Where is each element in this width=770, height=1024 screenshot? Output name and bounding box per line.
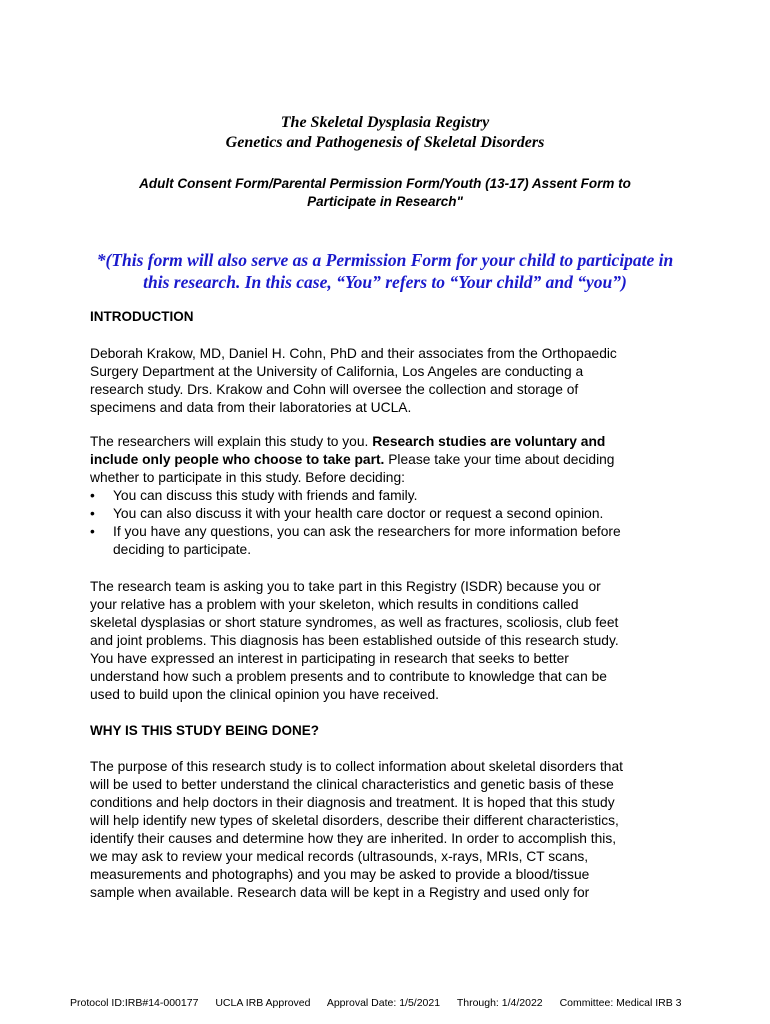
bullet-icon: • [90,506,95,521]
irb-approved: UCLA IRB Approved [215,997,311,1009]
permission-notice-line1: *(This form will also serve as a Permission Form for your child to participate in [96,250,674,270]
why-study-heading: WHY IS THIS STUDY BEING DONE? [90,723,320,738]
text-line: and joint problems. This diagnosis has been established outside of this research study. [90,633,619,648]
deciding-bullet-list [90,487,690,559]
purpose-paragraph [90,758,690,902]
text-line: You have expressed an interest in participating in research that seeks to better [90,651,569,666]
permission-notice-line2: this research. In this case, “You” refers to “Your child” and “you”) [143,272,627,292]
form-type-line1: Adult Consent Form/Parental Permission Form/Youth (13-17) Assent Form to [139,176,631,191]
text-line: The purpose of this research study is to collect information about skeletal disorders that [90,759,623,774]
voluntary-emphasis-2: include only people who choose to take part. [90,452,385,467]
list-item [90,523,690,559]
voluntary-emphasis: Research studies are voluntary and [372,434,606,449]
text-line: sample when available. Research data will be kept in a Registry and used only for [90,885,590,900]
text-line: used to build upon the clinical opinion you have received. [90,687,439,702]
text-line: conditions and help doctors in their diagnosis and treatment. It is hoped that this study [90,795,615,810]
text-run: Please take your time about deciding [384,452,615,467]
text-line [90,433,690,451]
document-subtitle-genetics: Genetics and Pathogenesis of Skeletal Disorders [225,134,545,151]
text-line: Deborah Krakow, MD, Daniel H. Cohn, PhD and their associates from the Orthopaedic [90,346,617,361]
intro-paragraph-3 [90,578,690,704]
text-line: whether to participate in this study. Before deciding: [90,470,405,485]
text-line: The research team is asking you to take part in this Registry (ISDR) because you or [90,579,601,594]
text-line: measurements and photographs) and you may be asked to provide a blood/tissue [90,867,590,882]
list-item-text: You can discuss this study with friends and family. [113,488,418,503]
text-line: will help identify new types of skeletal disorders, describe their different characteristics, [90,813,619,828]
text-line: research study. Drs. Krakow and Cohn will oversee the collection and storage of [90,382,579,397]
list-item [90,505,690,523]
text-run: The researchers will explain this study to you. [90,434,373,449]
committee: Committee: Medical IRB 3 [559,997,682,1009]
text-line: your relative has a problem with your skeleton, which results in conditions called [90,597,579,612]
text-line [90,451,690,469]
introduction-heading: INTRODUCTION [90,309,194,324]
text-line: skeletal dysplasias or short stature syndromes, as well as fractures, scoliosis, club feet [90,615,619,630]
text-line: identify their causes and determine how they are inherited. In order to accomplish this, [90,831,617,846]
text-line: we may ask to review your medical records (ultrasounds, x-rays, MRIs, CT scans, [90,849,589,864]
list-item [90,487,690,505]
text-line: specimens and data from their laboratories at UCLA. [90,400,412,415]
intro-paragraph-2 [90,433,690,487]
list-item-text: You can also discuss it with your health care doctor or request a second opinion. [113,506,604,521]
irb-footer [70,996,710,1010]
through-date: Through: 1/4/2022 [456,997,543,1009]
bullet-icon: • [90,488,95,503]
bullet-icon: • [90,524,95,539]
intro-paragraph-1 [90,345,690,417]
text-line: understand how such a problem presents and to contribute to knowledge that can be [90,669,607,684]
text-line: will be used to better understand the clinical characteristics and genetic basis of these [90,777,614,792]
protocol-id: Protocol ID:IRB#14-000177 [70,997,199,1009]
list-item-text: If you have any questions, you can ask the researchers for more information before [113,524,621,539]
document-title: The Skeletal Dysplasia Registry [280,114,490,131]
text-line: Surgery Department at the University of California, Los Angeles are conducting a [90,364,584,379]
form-type-line2: Participate in Research" [307,194,463,209]
approval-date: Approval Date: 1/5/2021 [326,997,441,1009]
list-item-text-continued: deciding to participate. [113,542,252,557]
